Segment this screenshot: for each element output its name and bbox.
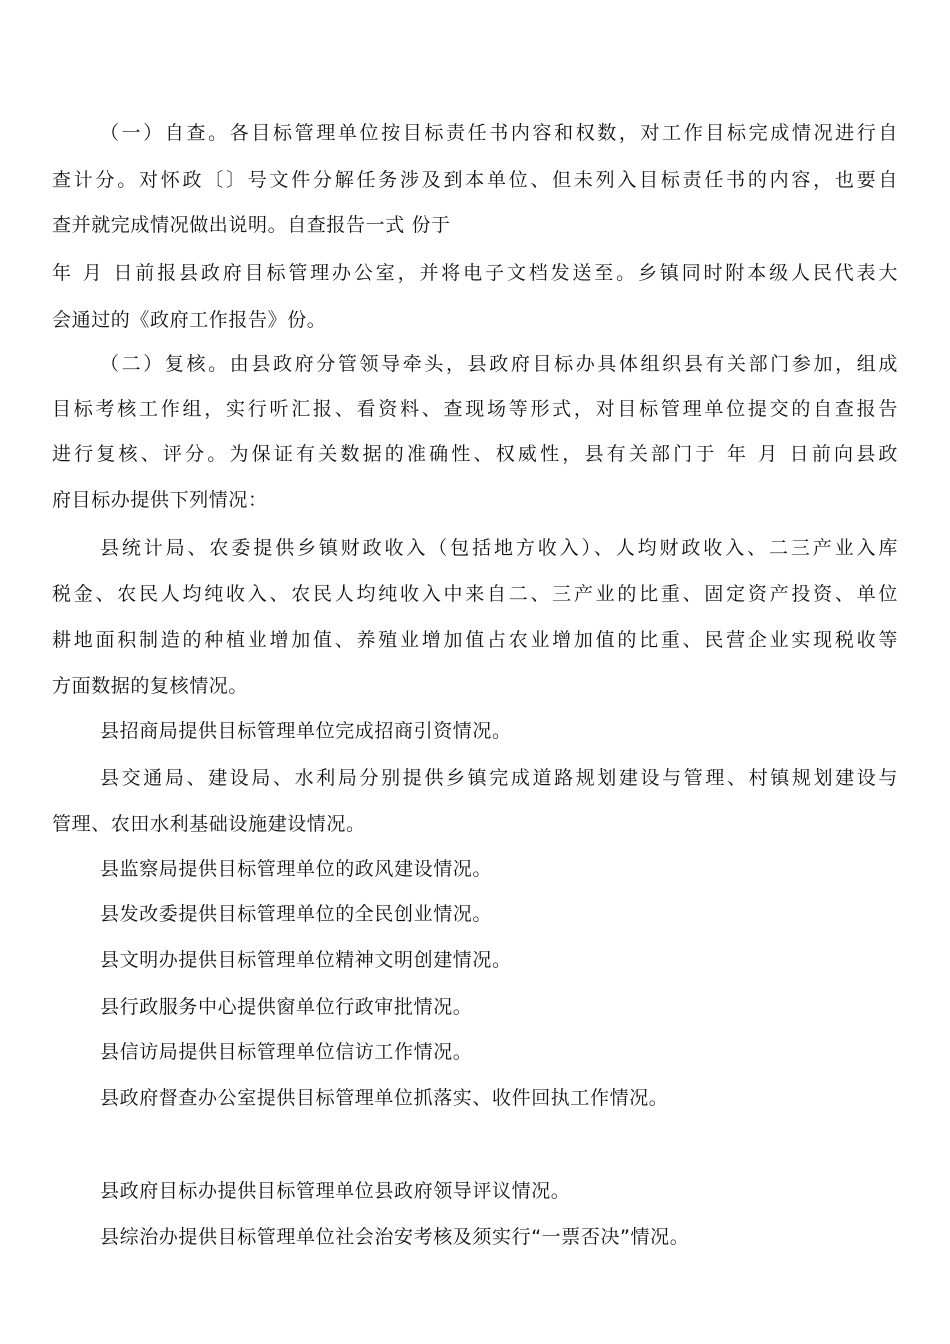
text-line: 方面数据的复核情况。 [52,675,249,697]
text-line: 县监察局提供目标管理单位的政风建设情况。 [100,858,493,880]
text-line: 年 月 日前报县政府目标管理办公室，并将电子文档发送至。乡镇同时附本级人民代表大 [52,262,898,284]
text-line: 管理、农田水利基础设施建设情况。 [52,813,366,835]
text-line: 县政府目标办提供目标管理单位县政府领导评议情况。 [100,1180,571,1202]
text-line: 县交通局、建设局、水利局分别提供乡镇完成道路规划建设与管理、村镇规划建设与 [100,767,898,789]
text-line: 县统计局、农委提供乡镇财政收入（包括地方收入）、人均财政收入、二三产业入库 [100,537,898,559]
text-line: 县行政服务中心提供窗单位行政审批情况。 [100,996,473,1018]
text-line: 县信访局提供目标管理单位信访工作情况。 [100,1041,473,1063]
text-line: 会通过的《政府工作报告》份。 [52,309,327,331]
text-line: 县招商局提供目标管理单位完成招商引资情况。 [100,720,512,742]
text-line: （二）复核。由县政府分管领导牵头，县政府目标办具体组织县有关部门参加，组成 [100,353,898,375]
text-line: 查并就完成情况做出说明。自查报告一式 份于 [52,214,451,236]
text-line: 查计分。对怀政〔〕号文件分解任务涉及到本单位、但未列入目标责任书的内容，也要自 [52,169,898,191]
text-line: 府目标办提供下列情况： [52,489,268,511]
text-line: 目标考核工作组，实行听汇报、看资料、查现场等形式，对目标管理单位提交的自查报告 [52,398,898,420]
text-line: （一）自查。各目标管理单位按目标责任书内容和权数，对工作目标完成情况进行自 [100,122,898,144]
text-line: 县综治办提供目标管理单位社会治安考核及须实行“一票否决”情况。 [100,1226,690,1248]
text-line: 耕地面积制造的种植业增加值、养殖业增加值占农业增加值的比重、民营企业实现税收等 [52,629,898,651]
text-line: 县政府督查办公室提供目标管理单位抓落实、收件回执工作情况。 [100,1087,669,1109]
text-line: 进行复核、评分。为保证有关数据的准确性、权威性，县有关部门于 年 月 日前向县政 [52,443,898,465]
text-line: 县发改委提供目标管理单位的全民创业情况。 [100,903,493,925]
text-line: 税金、农民人均纯收入、农民人均纯收入中来自二、三产业的比重、固定资产投资、单位 [52,583,898,605]
text-line: 县文明办提供目标管理单位精神文明创建情况。 [100,949,512,971]
